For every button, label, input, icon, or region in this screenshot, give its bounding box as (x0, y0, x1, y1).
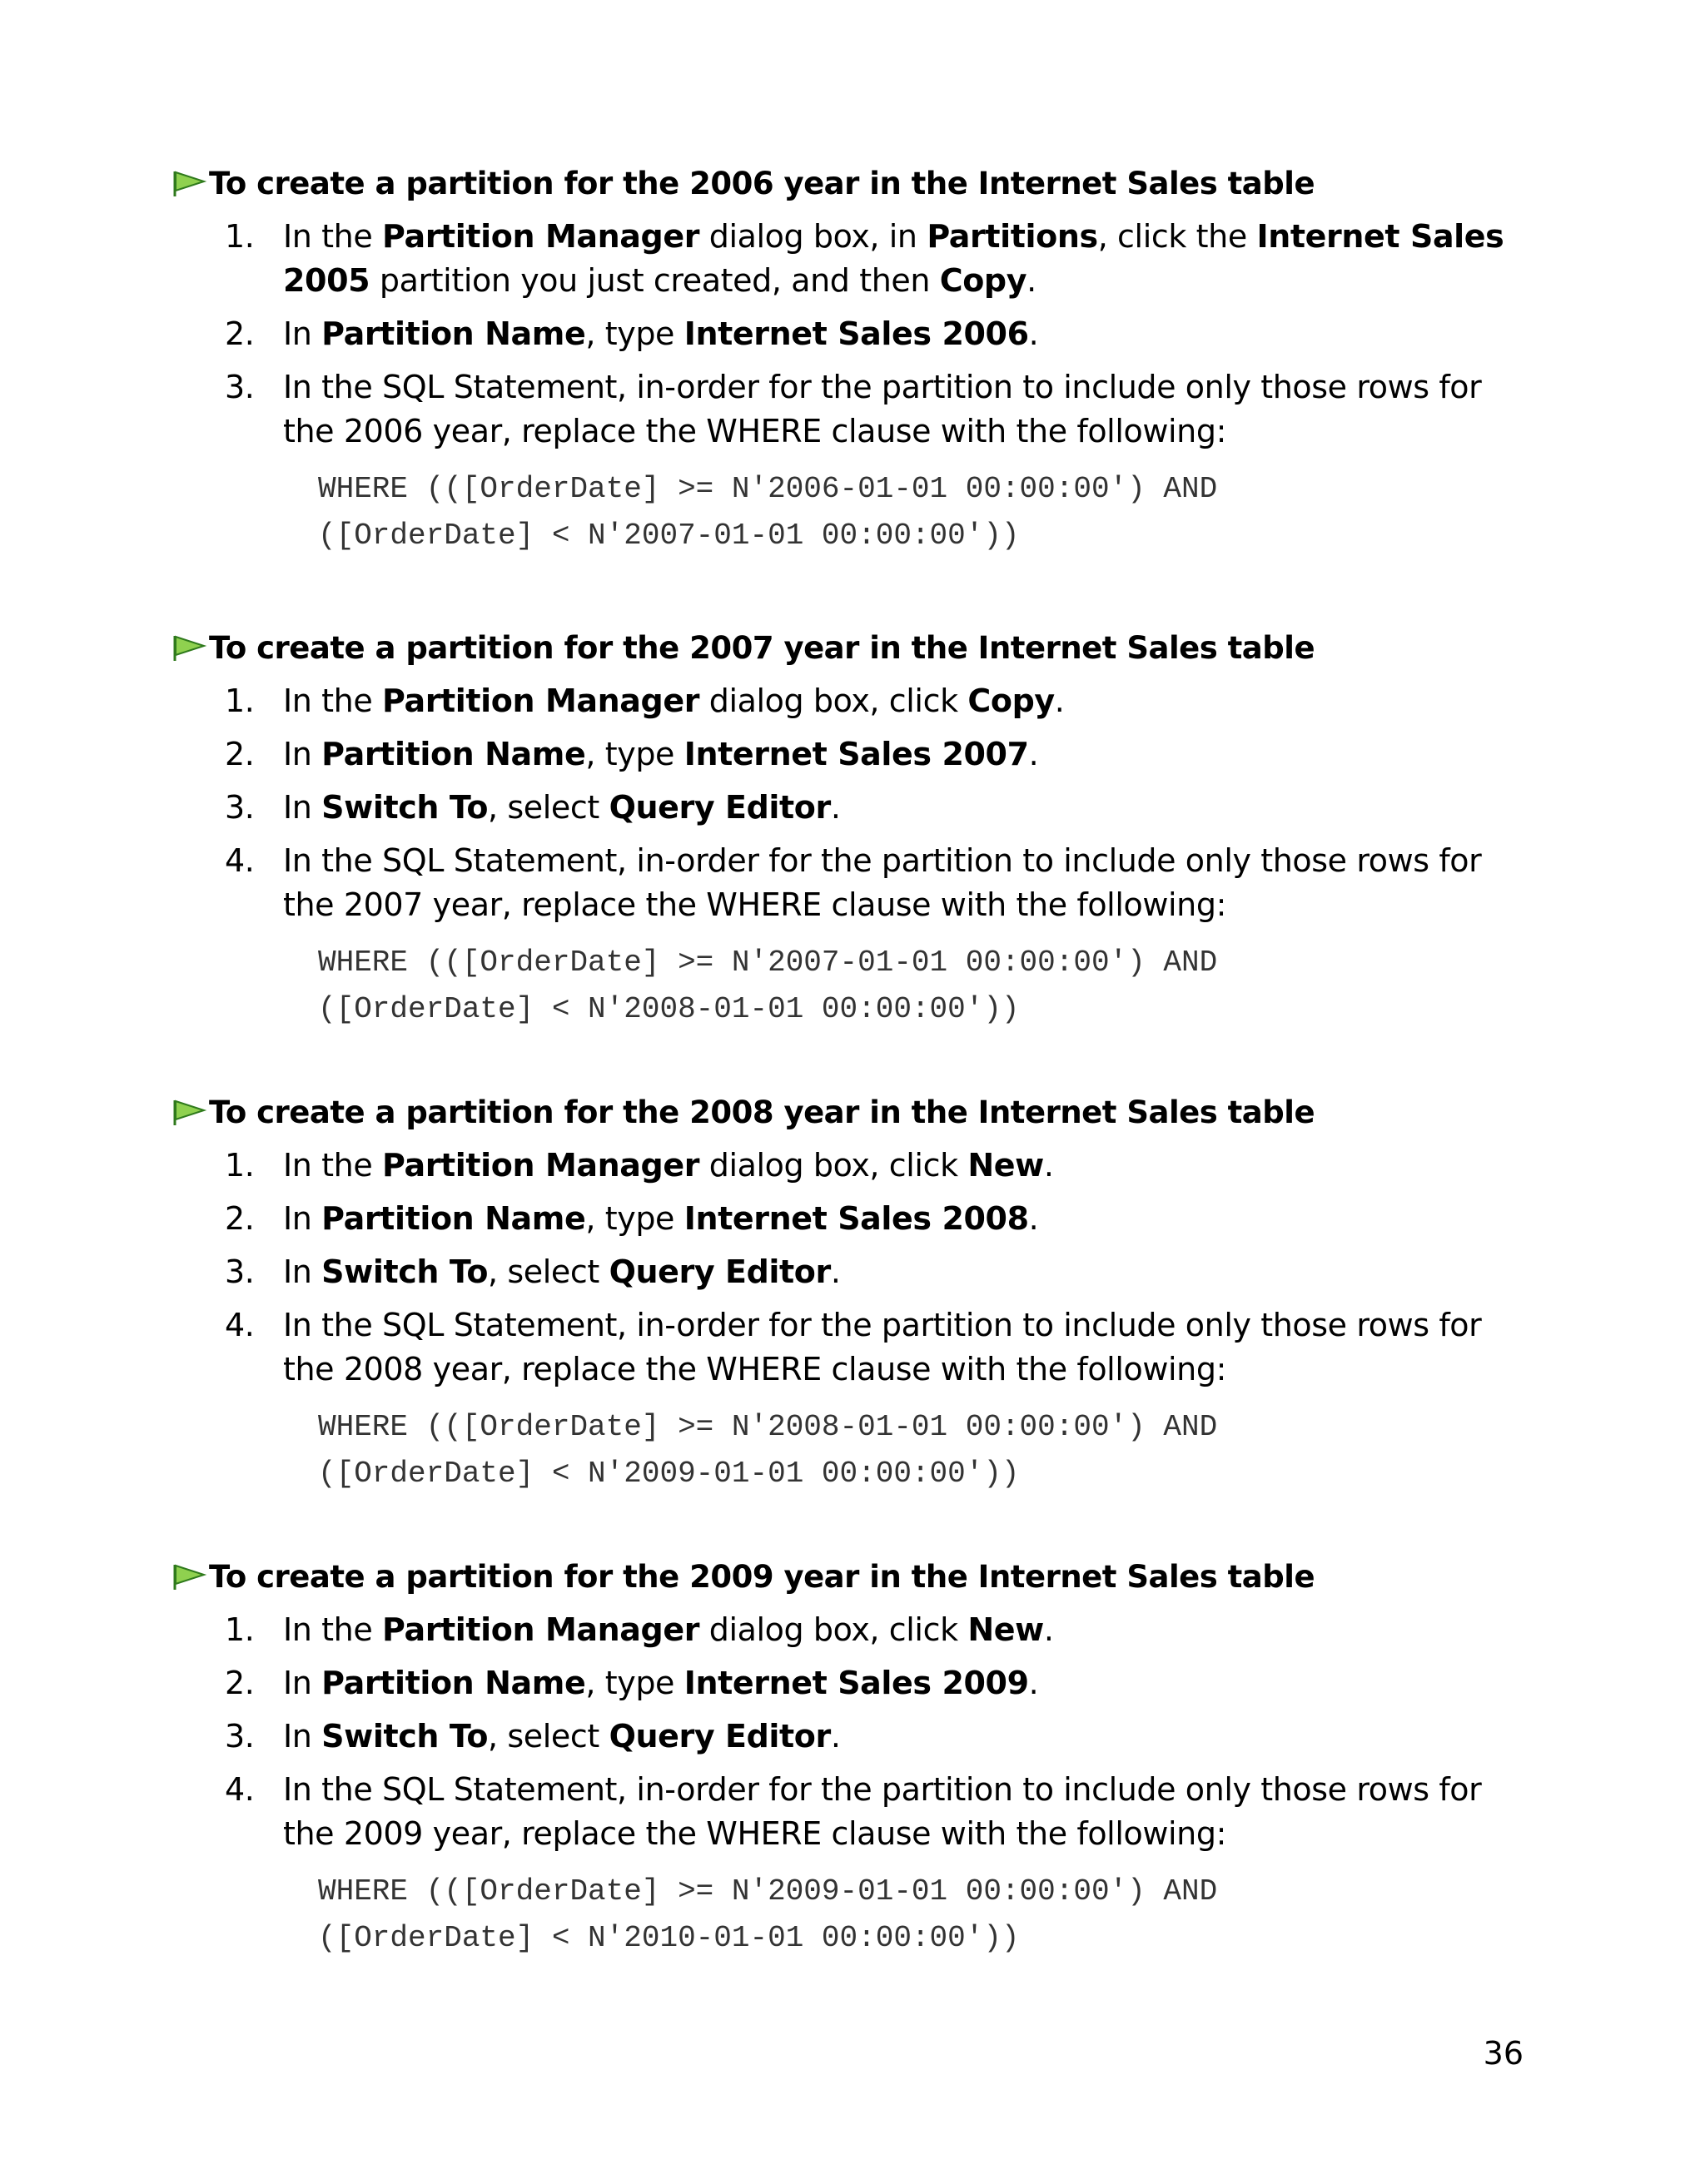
step-text: . (1028, 1665, 1039, 1701)
ui-term: Partition Name (321, 315, 586, 352)
ui-term: Switch To (321, 1253, 489, 1290)
step-item (171, 365, 1536, 454)
ui-term: Query Editor (609, 1718, 831, 1755)
sql-code-block (318, 466, 1536, 559)
sql-code-line: WHERE (([OrderDate] >= N'2009-01-01 00:00:00') AND (318, 1874, 1218, 1909)
procedure-heading (171, 623, 1536, 673)
ui-term: Internet Sales 2007 (683, 736, 1029, 772)
step-text: In the (283, 218, 383, 255)
ui-term: Internet Sales 2006 (683, 315, 1029, 352)
procedure-heading (171, 158, 1536, 208)
step-text: , click the (1097, 218, 1257, 255)
ui-term: Copy (967, 682, 1055, 719)
procedure-heading (171, 1551, 1536, 1601)
sql-code-line: WHERE (([OrderDate] >= N'2008-01-01 00:00:00') AND (318, 1410, 1218, 1444)
step-text: . (1028, 315, 1039, 352)
step-text: dialog box, click (699, 1147, 968, 1184)
step-number: 2. (225, 1200, 255, 1237)
ui-term: New (967, 1611, 1044, 1648)
ui-term: Query Editor (609, 789, 831, 826)
step-text: . (1026, 262, 1036, 299)
sql-code-line: ([OrderDate] < N'2010-01-01 00:00:00')) (318, 1921, 1020, 1955)
procedure-section (171, 1087, 1536, 1497)
step-text: . (830, 789, 841, 826)
step-number: 3. (225, 789, 255, 826)
sql-code-block (318, 940, 1536, 1033)
step-text: . (1028, 736, 1039, 772)
step-text: . (830, 1718, 841, 1755)
step-text: In (283, 1200, 322, 1237)
step-text: , select (488, 1718, 609, 1755)
step-number: 4. (225, 1771, 255, 1808)
step-text: In (283, 315, 322, 352)
procedure-heading-text: To create a partition for the 2007 year in the Internet Sales table (209, 629, 1315, 666)
step-text: In (283, 1253, 322, 1290)
step-item (171, 1768, 1536, 1856)
step-text: dialog box, click (699, 682, 968, 719)
procedure-heading-text: To create a partition for the 2006 year in the Internet Sales table (209, 165, 1315, 201)
step-list (171, 679, 1536, 927)
step-item (171, 679, 1536, 723)
step-number: 3. (225, 1718, 255, 1755)
step-text: In (283, 789, 322, 826)
ui-term: Partition Manager (382, 218, 700, 255)
ui-term: Partition Name (321, 1665, 586, 1701)
ui-term: Internet Sales 2005 (283, 218, 1504, 299)
green-flag-icon (171, 1095, 207, 1129)
step-text: . (1028, 1200, 1039, 1237)
step-text: , type (585, 736, 684, 772)
procedure-section (171, 158, 1536, 559)
step-item (171, 732, 1536, 777)
step-item (171, 839, 1536, 927)
step-text: . (1054, 682, 1065, 719)
step-text: dialog box, click (699, 1611, 968, 1648)
procedure-heading-text: To create a partition for the 2009 year in the Internet Sales table (209, 1558, 1315, 1595)
ui-term: Copy (939, 262, 1027, 299)
step-text: , type (585, 1200, 684, 1237)
step-number: 2. (225, 1665, 255, 1701)
step-text: , select (488, 1253, 609, 1290)
sql-code-line: WHERE (([OrderDate] >= N'2006-01-01 00:00:00') AND (318, 472, 1218, 506)
ui-term: Partition Manager (382, 1147, 700, 1184)
ui-term: Partition Name (321, 736, 586, 772)
step-text: In the (283, 682, 383, 719)
step-item (171, 1303, 1536, 1392)
procedure-heading (171, 1087, 1536, 1137)
ui-term: Switch To (321, 1718, 489, 1755)
step-number: 2. (225, 315, 255, 352)
step-number: 3. (225, 369, 255, 405)
step-text: In the (283, 1147, 383, 1184)
step-text: . (830, 1253, 841, 1290)
step-text: , type (585, 1665, 684, 1701)
step-text: partition you just created, and then (370, 262, 940, 299)
step-list (171, 1608, 1536, 1856)
step-text: In the SQL Statement, in-order for the partition to include only those rows for the 2007 year, replace the WHERE clause with the following: (283, 842, 1482, 923)
ui-term: New (967, 1147, 1044, 1184)
step-list (171, 215, 1536, 454)
step-item (171, 1715, 1536, 1759)
step-item (171, 1250, 1536, 1294)
step-number: 2. (225, 736, 255, 772)
step-text: , select (488, 789, 609, 826)
green-flag-icon (171, 166, 207, 200)
step-text: In the SQL Statement, in-order for the partition to include only those rows for the 2008 year, replace the WHERE clause with the following: (283, 1307, 1482, 1387)
step-number: 1. (225, 1147, 255, 1184)
step-text: In (283, 1718, 322, 1755)
step-text: . (1043, 1611, 1054, 1648)
step-number: 3. (225, 1253, 255, 1290)
ui-term: Query Editor (609, 1253, 831, 1290)
step-number: 4. (225, 842, 255, 879)
step-number: 1. (225, 218, 255, 255)
step-text: In the (283, 1611, 383, 1648)
sql-code-block (318, 1869, 1536, 1962)
sql-code-block (318, 1404, 1536, 1497)
procedure-section (171, 1551, 1536, 1962)
ui-term: Partition Manager (382, 682, 700, 719)
procedure-section (171, 623, 1536, 1033)
step-item (171, 1661, 1536, 1705)
green-flag-icon (171, 1560, 207, 1593)
ui-term: Partition Name (321, 1200, 586, 1237)
step-item (171, 215, 1536, 303)
step-number: 1. (225, 1611, 255, 1648)
ui-term: Partition Manager (382, 1611, 700, 1648)
step-text: In (283, 1665, 322, 1701)
step-item (171, 312, 1536, 356)
sql-code-line: ([OrderDate] < N'2007-01-01 00:00:00')) (318, 519, 1020, 553)
step-number: 1. (225, 682, 255, 719)
step-text: . (1043, 1147, 1054, 1184)
page-number: 36 (1483, 2035, 1524, 2072)
sql-code-line: ([OrderDate] < N'2009-01-01 00:00:00')) (318, 1457, 1020, 1491)
ui-term: Internet Sales 2009 (683, 1665, 1029, 1701)
step-item (171, 1197, 1536, 1241)
step-item (171, 1144, 1536, 1188)
step-item (171, 786, 1536, 830)
step-number: 4. (225, 1307, 255, 1343)
step-text: dialog box, in (699, 218, 927, 255)
step-text: In the SQL Statement, in-order for the partition to include only those rows for the 2006 year, replace the WHERE clause with the following: (283, 369, 1482, 449)
step-list (171, 1144, 1536, 1392)
green-flag-icon (171, 631, 207, 664)
step-text: In (283, 736, 322, 772)
ui-term: Internet Sales 2008 (683, 1200, 1029, 1237)
procedure-heading-text: To create a partition for the 2008 year in the Internet Sales table (209, 1094, 1315, 1130)
step-item (171, 1608, 1536, 1652)
sql-code-line: ([OrderDate] < N'2008-01-01 00:00:00')) (318, 992, 1020, 1026)
step-text: , type (585, 315, 684, 352)
ui-term: Partitions (927, 218, 1098, 255)
step-text: In the SQL Statement, in-order for the partition to include only those rows for the 2009 year, replace the WHERE clause with the following: (283, 1771, 1482, 1852)
sql-code-line: WHERE (([OrderDate] >= N'2007-01-01 00:00:00') AND (318, 946, 1218, 980)
ui-term: Switch To (321, 789, 489, 826)
